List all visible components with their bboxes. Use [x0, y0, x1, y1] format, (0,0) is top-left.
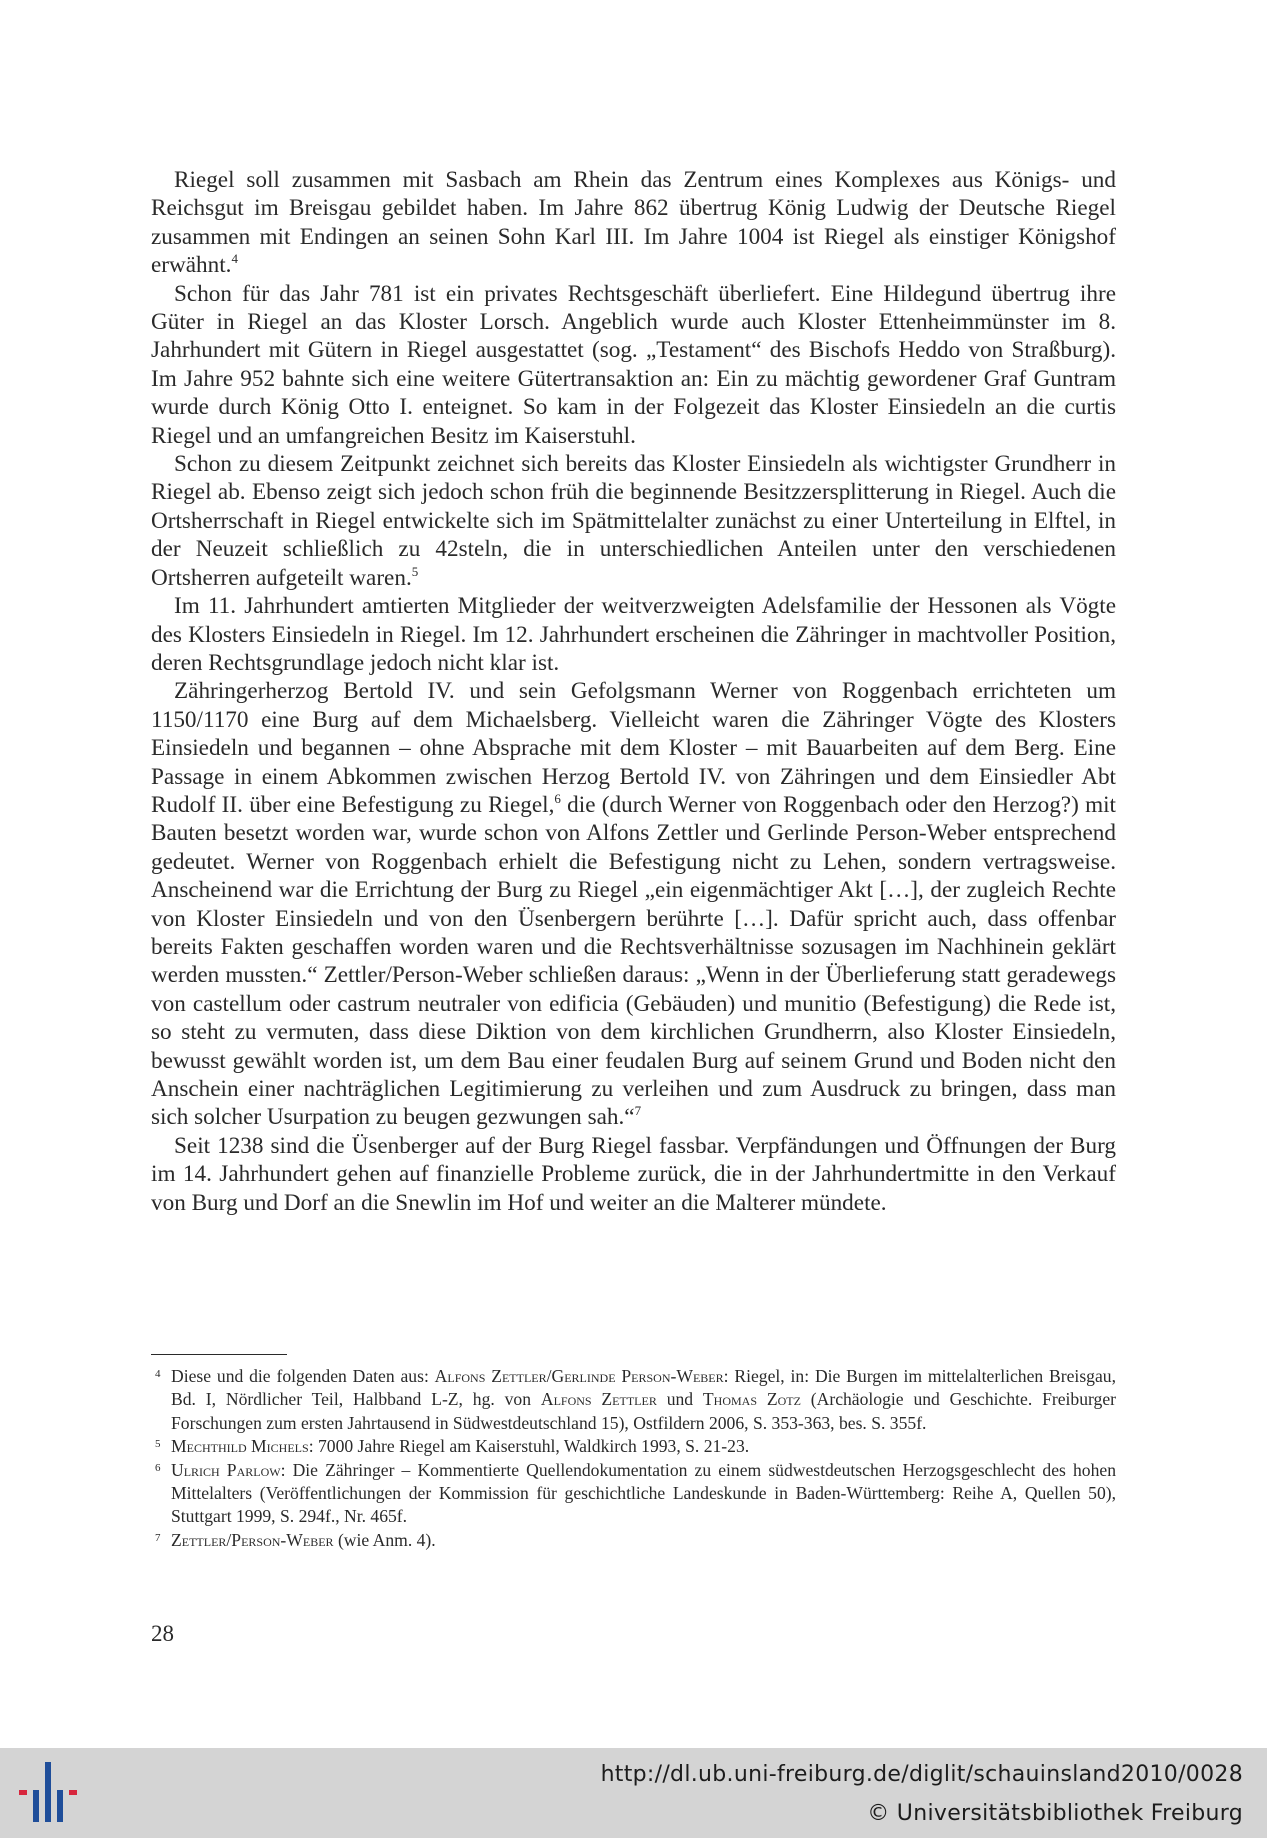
body-text	[151, 166, 1116, 1217]
footnote-6: 6 Ulrich Parlow: Die Zähringer – Kommentierte Quellendokumentation zu einem südwestdeutschen Herzogsgeschlecht des hohen Mittelalters (Veröffentlichungen der Kommission für geschichtliche Landeskunde in Baden-Württemberg: Reihe A, Quellen 50), Stuttgart 1999, S. 294f., Nr. 465f.	[155, 1459, 1116, 1527]
author-name: Thomas Zotz	[702, 1389, 801, 1410]
paragraph-4: Im 11. Jahrhundert amtierten Mitglieder der weitverzweigten Adelsfamilie der Hessonen als Vögte des Klosters Einsiedeln in Riegel. Im 12. Jahrhundert erscheinen die Zähringer in machtvoller Position, deren Rechtsgrundlage jedoch nicht klar ist.	[151, 593, 1116, 676]
author-name: Alfons Zettler	[540, 1389, 657, 1410]
footnote-4: 4 Diese und die folgenden Daten aus: Alfons Zettler/Gerlinde Person-Weber: Riegel, in: Die Burgen im mittelalterlichen Breisgau, Bd. I, Nördlicher Teil, Halbband L-Z, hg. von Alfons Zettler und Thomas Zotz (Archäologie und Geschichte. Freiburger Forschungen zum ersten Jahrtausend in Südwestdeutschland 15), Ostfildern 2006, S. 353-363, bes. S. 355f.	[155, 1366, 1117, 1433]
copyright-notice: © Universitätsbibliothek Freiburg	[867, 1801, 1243, 1826]
paragraph-2: Schon für das Jahr 781 ist ein privates Rechtsgeschäft überliefert. Eine Hildegund übertrug ihre Güter in Riegel an das Kloster Lorsch. Angeblich wurde auch Kloster Ettenheimmünster im 8. Jahrhundert mit Gütern in Riegel ausgestattet (sog. „Testament“ des Bischofs Heddo von Straßburg). Im Jahre 952 bahnte sich eine weitere Gütertransaktion an: Ein zu mächtig gewordener Graf Guntram wurde durch König Otto I. enteignet. So kam in der Folgezeit das Kloster Einsiedeln an die curtis Riegel und an umfangreichen Besitz im Kaiserstuhl.	[151, 280, 1116, 449]
author-name: Mechthild Michels	[171, 1436, 309, 1457]
footnote-ref-5[interactable]: 5	[411, 563, 419, 579]
author-name: Ulrich Parlow	[171, 1459, 281, 1480]
footnote-7: 7 Zettler/Person-Weber (wie Anm. 4).	[155, 1529, 436, 1550]
viewer-footer	[0, 1748, 1267, 1838]
ub-freiburg-logo-icon[interactable]	[16, 1760, 80, 1824]
paragraph-1: Riegel soll zusammen mit Sasbach am Rhein das Zentrum eines Komplexes aus Königs- und Reichsgut im Breisgau gebildet haben. Im Jahre 862 übertrug König Ludwig der Deutsche Riegel zusammen mit Endingen an seinen Sohn Karl III. Im Jahre 1004 ist Riegel als einstiger Königshof erwähnt.$^4$	[151, 167, 1116, 279]
footnote-ref-7[interactable]: 7	[634, 1103, 642, 1119]
paragraph-5: Zähringerherzog Bertold IV. und sein Gefolgsmann Werner von Roggenbach errichteten um 1150/1170 eine Burg auf dem Michaelsberg. Vielleicht waren die Zähringer Vögte des Klosters Einsiedeln und begannen – ohne Absprache mit dem Kloster – mit Bauarbeiten auf dem Berg. Eine Passage in einem Abkommen zwischen Herzog Bertold IV. von Zähringen und dem Einsiedler Abt Rudolf II. über eine Befestigung zu Riegel,$^6$ die (durch Werner von Roggenbach oder den Herzog?) mit Bauten besetzt worden war, wurde schon von Alfons Zettler und Gerlinde Person-Weber entsprechend gedeutet. Werner von Roggenbach erhielt die Befestigung nicht zu Lehen, sondern vertragsweise. Anscheinend war die Errichtung der Burg zu Riegel „ein eigenmächtiger Akt […], der zugleich Rechte von Kloster Einsiedeln und von den Üsenbergern berührte […]. Dafür spricht auch, dass offenbar bereits Fakten geschaffen worden waren und die Rechtsverhältnisse sozusagen im Nachhinein geklärt werden mussten.“ Zettler/Person-Weber schließen daraus: „Wenn in der Überlieferung statt geradewegs von castellum oder castrum neutraler von edificia (Gebäuden) und munitio (Befestigung) die Rede ist, so steht zu vermuten, dass diese Diktion von dem kirchlichen Grundherrn, also Kloster Einsiedeln, bewusst gewählt worden ist, um dem Bau einer feudalen Burg auf seinem Grund und Boden nicht den Anschein einer nachträglichen Legitimierung zu verleihen und zum Ausdruck zu bringen, dass man sich solcher Usurpation zu beugen gezwungen sah.“$^7$	[151, 678, 1116, 1131]
footnote-5: 5 Mechthild Michels: 7000 Jahre Riegel am Kaiserstuhl, Waldkirch 1993, S. 21-23.	[155, 1436, 750, 1457]
footnote-number: 7	[155, 1531, 161, 1544]
logo-graphic	[16, 1760, 80, 1824]
footnote-number: 5	[155, 1438, 161, 1451]
permalink-url[interactable]: http://dl.ub.uni-freiburg.de/diglit/schauinsland2010/0028	[600, 1762, 1243, 1787]
author-name: Alfons Zettler/Gerlinde Person-Weber	[434, 1366, 724, 1386]
footnotes	[151, 1365, 1116, 1552]
footnote-ref-6[interactable]: 6	[554, 790, 561, 806]
footnote-divider	[151, 1354, 287, 1355]
author-name: Zettler/Person-Weber	[171, 1529, 334, 1550]
paragraph-3: Schon zu diesem Zeitpunkt zeichnet sich bereits das Kloster Einsiedeln als wichtigster Grundherr in Riegel ab. Ebenso zeigt sich jedoch schon früh die beginnende Besitzzersplitterung in Riegel. Auch die Ortsherrschaft in Riegel entwickelte sich im Spätmittelalter zunächst zu einer Unterteilung in Elftel, in der Neuzeit schließlich zu 42steln, die in unterschiedlichen Anteilen unter den verschiedenen Ortsherren aufgeteilt waren.$^5$	[151, 451, 1116, 591]
page-number: 28	[151, 1621, 174, 1646]
paragraph-6: Seit 1238 sind die Üsenberger auf der Burg Riegel fassbar. Verpfändungen und Öffnungen der Burg im 14. Jahrhundert gehen auf finanzielle Probleme zurück, die in der Jahrhundertmitte in den Verkauf von Burg und Dorf an die Snewlin im Hof und weiter an die Malterer mündete.	[151, 1132, 1116, 1216]
footnote-ref-4[interactable]: 4	[231, 251, 238, 267]
footnote-number: 6	[155, 1461, 161, 1474]
footnote-number: 4	[155, 1368, 161, 1380]
